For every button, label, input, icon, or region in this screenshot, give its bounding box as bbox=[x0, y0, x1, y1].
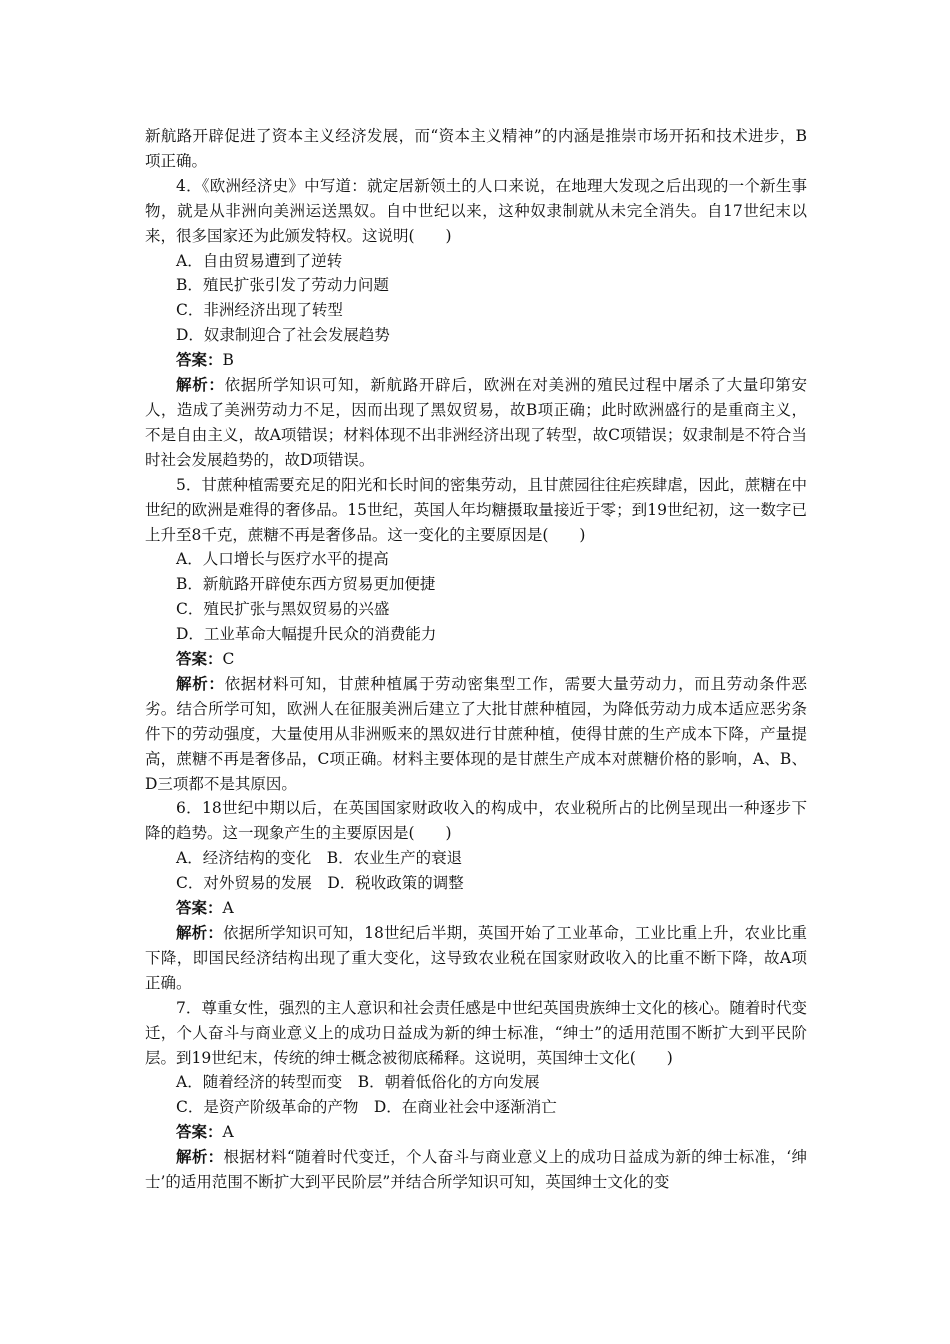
option-a-b: A．随着经济的转型而变 B．朝着低俗化的方向发展 bbox=[176, 1073, 540, 1092]
analysis-paragraph bbox=[145, 921, 807, 996]
answer-label: 答案： bbox=[176, 350, 223, 370]
analysis-text: 依据材料可知，甘蔗种植属于劳动密集型工作，需要大量劳动力，而且劳动条件恶劣。结合所学可知，欧洲人在征服美洲后建立了大批甘蔗种植园，为降低劳动力成本适应恶劣条件下的劳动强度，大量使用从非洲贩来的黑奴进行甘蔗种植，使得甘蔗的生产成本下降，产量提高，蔗糖不再是奢侈品，C项正确。材料主要体现的是甘蔗生产成本对蔗糖价格的影响，A、B、D三项都不是其原因。 bbox=[145, 674, 807, 793]
option-b: B．殖民扩张引发了劳动力问题 bbox=[176, 276, 389, 295]
answer-label: 答案： bbox=[176, 1122, 223, 1142]
question-stem: 7．尊重女性，强烈的主人意识和社会责任感是中世纪英国贵族绅士文化的核心。随着时代变迁，个人奋斗与商业意义上的成功日益成为新的绅士标准，“绅士”的适用范围不断扩大到平民阶层。到19世纪末，传统的绅士概念被彻底稀释。这说明，英国绅士文化( ) bbox=[145, 998, 807, 1067]
analysis-paragraph bbox=[145, 672, 807, 797]
option-c-d: C．是资产阶级革命的产物 D．在商业社会中逐渐消亡 bbox=[176, 1098, 557, 1117]
option-a: A．自由贸易遭到了逆转 bbox=[176, 251, 343, 270]
question-7 bbox=[145, 996, 807, 1195]
document-page bbox=[145, 124, 807, 1195]
answer-label: 答案： bbox=[176, 898, 223, 918]
question-4 bbox=[145, 174, 807, 473]
option-c: C．殖民扩张与黑奴贸易的兴盛 bbox=[176, 600, 390, 619]
analysis-text: 依据所学知识可知，新航路开辟后，欧洲在对美洲的殖民过程中屠杀了大量印第安人，造成了美洲劳动力不足，因而出现了黑奴贸易，故B项正确；此时欧洲盛行的是重商主义，不是自由主义，故A项错误；材料体现不出非洲经济出现了转型，故C项错误；奴隶制是不符合当时社会发展趋势的，故D项错误。 bbox=[145, 376, 807, 469]
analysis-label: 解析： bbox=[176, 1147, 224, 1167]
analysis-label: 解析： bbox=[176, 375, 225, 395]
option-d: D．工业革命大幅提升民众的消费能力 bbox=[176, 625, 437, 644]
option-d: D．奴隶制迎合了社会发展趋势 bbox=[176, 326, 390, 345]
intro-paragraph: 新航路开辟促进了资本主义经济发展，而“资本主义精神”的内涵是推崇市场开拓和技术进步，B项正确。 bbox=[145, 127, 807, 170]
question-stem: 6．18世纪中期以后，在英国国家财政收入的构成中，农业税所占的比例呈现出一种逐步下降的趋势。这一现象产生的主要原因是( ) bbox=[145, 799, 807, 843]
answer-line bbox=[145, 896, 807, 921]
question-5 bbox=[145, 473, 807, 797]
analysis-label: 解析： bbox=[176, 923, 224, 942]
answer-value: A bbox=[222, 899, 234, 918]
question-stem: 4．《欧洲经济史》中写道：就定居新领土的人口来说，在地理大发现之后出现的一个新生事物，就是从非洲向美洲运送黑奴。自中世纪以来，这种奴隶制就从未完全消失。自17世纪末以来，很多国家还为此颁发特权。这说明( ) bbox=[145, 176, 807, 245]
answer-line bbox=[145, 647, 807, 672]
option-a: A．人口增长与医疗水平的提高 bbox=[176, 550, 389, 569]
analysis-text: 依据所学知识可知，18世纪后半期，英国开始了工业革命，工业比重上升，农业比重下降，即国民经济结构出现了重大变化，这导致农业税在国家财政收入的比重不断下降，故A项正确。 bbox=[145, 924, 807, 992]
answer-label: 答案： bbox=[176, 649, 223, 669]
answer-value: A bbox=[222, 1123, 234, 1142]
answer-line bbox=[145, 348, 807, 373]
option-c: C．非洲经济出现了转型 bbox=[176, 301, 343, 320]
answer-value: C bbox=[222, 650, 235, 669]
answer-line bbox=[145, 1120, 807, 1145]
question-6 bbox=[145, 796, 807, 995]
analysis-paragraph bbox=[145, 1145, 807, 1195]
answer-value: B bbox=[222, 351, 234, 370]
question-stem: 5．甘蔗种植需要充足的阳光和长时间的密集劳动，且甘蔗园往往疟疾肆虐，因此，蔗糖在中世纪的欧洲是难得的奢侈品。15世纪，英国人年均糖摄取量接近于零；到19世纪初，这一数字已上升至8千克，蔗糖不再是奢侈品。这一变化的主要原因是( ) bbox=[145, 475, 807, 544]
option-c-d: C．对外贸易的发展 D．税收政策的调整 bbox=[176, 874, 464, 893]
option-a-b: A．经济结构的变化 B．农业生产的衰退 bbox=[176, 849, 463, 868]
analysis-text: 根据材料“随着时代变迁，个人奋斗与商业意义上的成功日益成为新的绅士标准，‘绅士’的适用范围不断扩大到平民阶层”并结合所学知识可知，英国绅士文化的变 bbox=[145, 1148, 807, 1192]
analysis-label: 解析： bbox=[176, 673, 225, 693]
option-b: B．新航路开辟使东西方贸易更加便捷 bbox=[176, 575, 436, 594]
analysis-paragraph bbox=[145, 373, 807, 473]
